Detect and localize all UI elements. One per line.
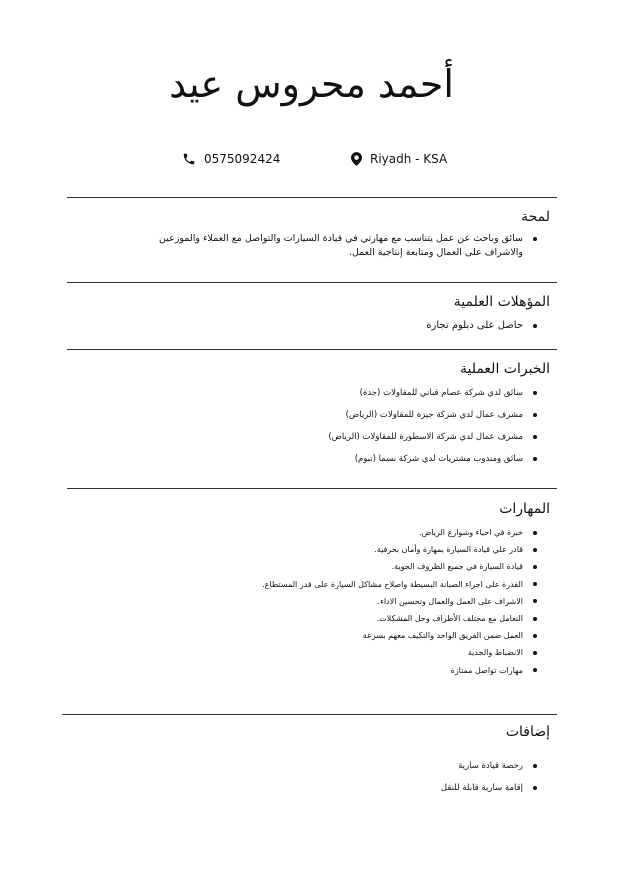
divider xyxy=(67,349,557,350)
list-item: مشرف عمال لدي شركة الاسطورة للمقاولات (الرياض) xyxy=(328,426,537,448)
divider xyxy=(67,488,557,489)
divider xyxy=(67,197,557,198)
list-item: قيادة السيارة في جميع الظروف الجوية. xyxy=(262,558,537,575)
divider xyxy=(67,282,557,283)
list-item: سائق ومندوب مشتريات لدي شركة نسما (تبوم) xyxy=(328,448,537,470)
list-item: قادر علي قيادة السيارة بمهارة وأمان بحرفية. xyxy=(262,541,537,558)
list-item: سائق وباحث عن عمل يتناسب مع مهارتي في قيادة السيارات والتواصل مع العملاء والموزعين والاشراف على العمال ومتابعة إنتاجية العمل. xyxy=(143,232,537,260)
divider xyxy=(62,714,557,715)
location-pin-icon xyxy=(351,152,362,166)
phone-number: 0575092424 xyxy=(204,152,281,166)
experience-title: الخبرات العملية xyxy=(459,361,550,377)
summary-title: لمحة xyxy=(521,209,550,225)
education-title: المؤهلات العلمية xyxy=(453,294,550,310)
candidate-name: أحمد محروس عيد xyxy=(169,62,454,106)
list-item: الانضباط والجدية xyxy=(262,644,537,661)
list-item: خبرة في احياء وشوارع الرياض. xyxy=(262,524,537,541)
list-item: رخصة قيادة سارية xyxy=(441,755,537,777)
summary-list xyxy=(143,232,537,260)
skills-list xyxy=(262,524,537,679)
list-item: العمل ضمن الفريق الواحد والتكيف معهم بسرعة xyxy=(262,627,537,644)
list-item: الاشراف على العمل والعمال وتحسين الاداء. xyxy=(262,593,537,610)
location-contact xyxy=(351,152,447,166)
list-item: إقامة سارية قابلة للنقل xyxy=(441,777,537,799)
experience-list xyxy=(328,382,537,470)
extras-title: إضافات xyxy=(505,724,550,740)
education-list xyxy=(426,320,537,331)
list-item: القدرة على اجراء الصيانة البسيطة واصلاح مشاكل السيارة على قدر المستطاع. xyxy=(262,576,537,593)
skills-title: المهارات xyxy=(499,501,550,517)
phone-contact xyxy=(182,152,280,166)
extras-list xyxy=(441,755,537,799)
list-item: التعامل مع مختلف الأطراف وحل المشكلات. xyxy=(262,610,537,627)
list-item: حاصل على دبلوم تجارة xyxy=(426,320,537,331)
list-item: مشرف عمال لدي شركة جيزة للمقاولات (الرياض) xyxy=(328,404,537,426)
location-text: Riyadh - KSA xyxy=(370,152,448,166)
list-item: مهارات تواصل ممتازة xyxy=(262,662,537,679)
phone-icon xyxy=(182,152,196,166)
list-item: سائق لدي شركة عصام قباني للمقاولات (جدة) xyxy=(328,382,537,404)
